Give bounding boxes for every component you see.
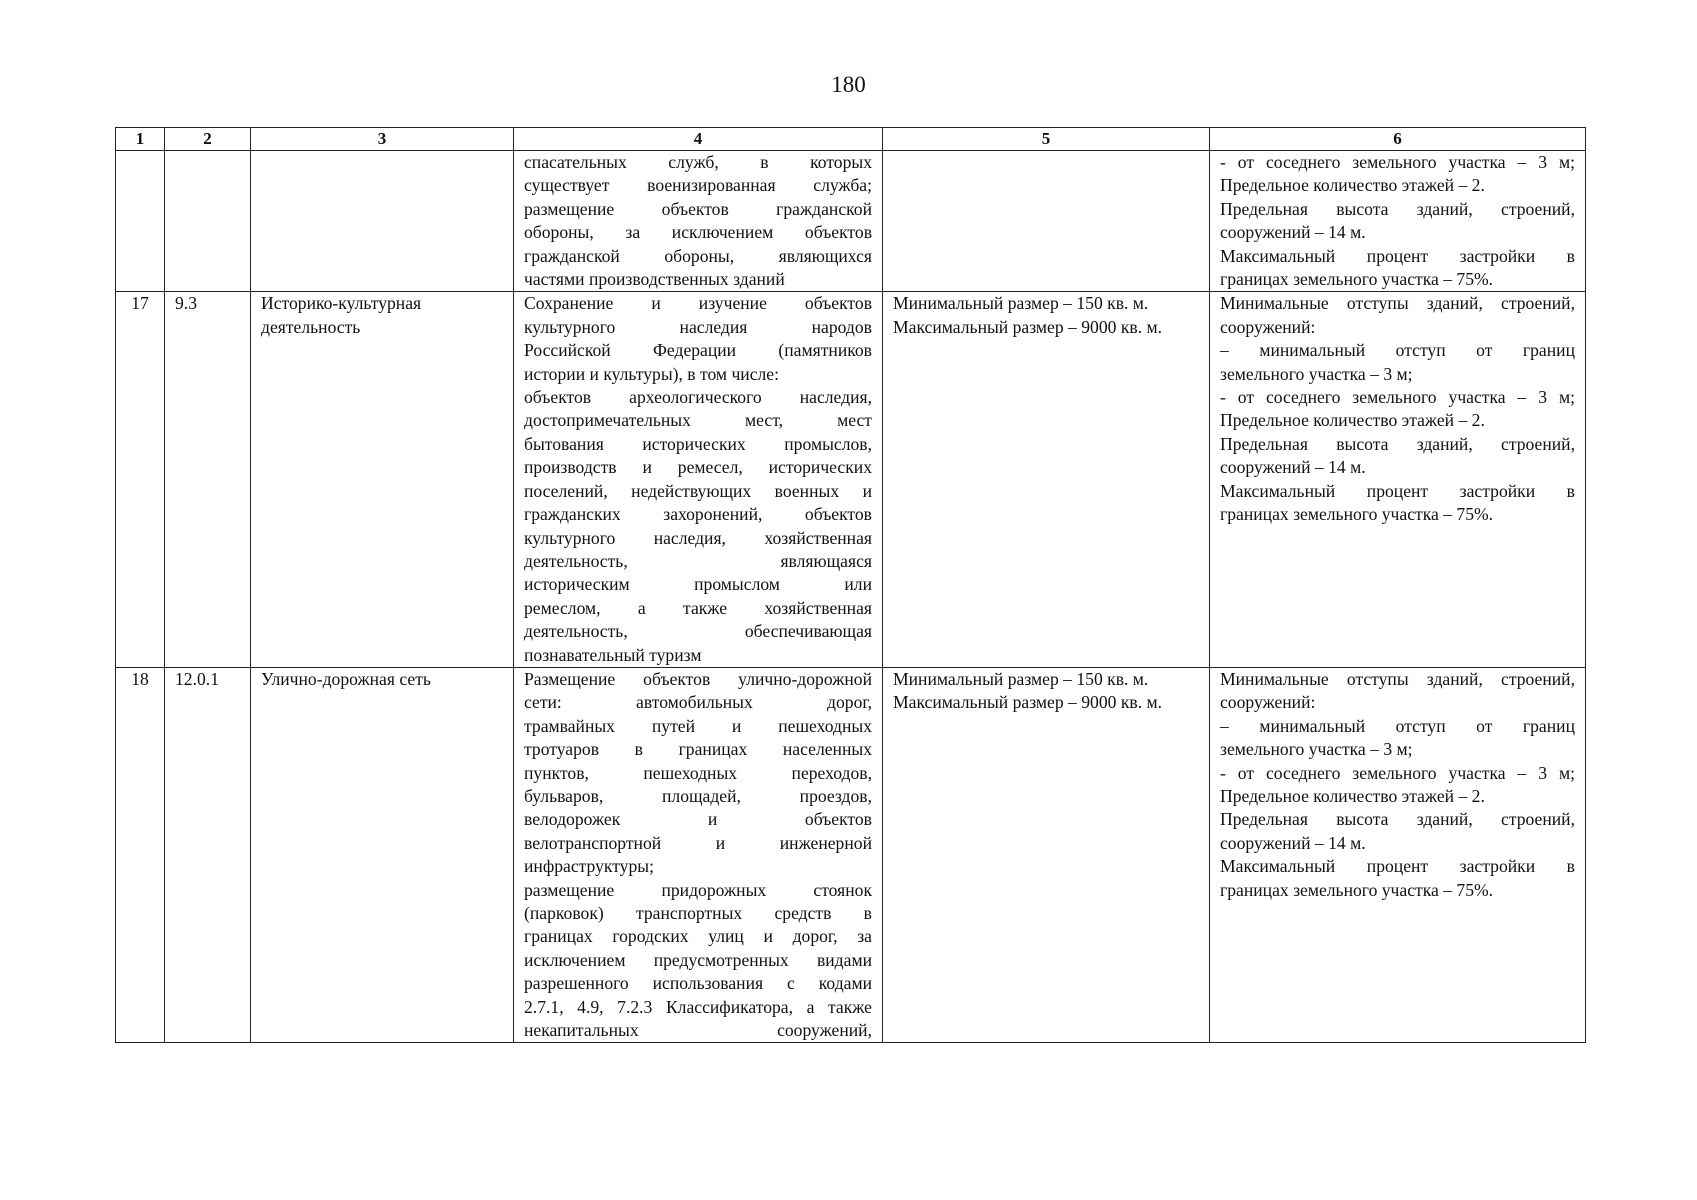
- parameter-line: земельного участка – 3 м;: [1220, 363, 1413, 384]
- parameter-line: Предельная высота зданий, строений,: [1220, 433, 1575, 454]
- table-body: [116, 151, 1586, 1043]
- description-line: Сохранение и изучение объектов: [524, 293, 872, 314]
- row-number: 17: [116, 292, 165, 668]
- description-line: гражданской обороны, являющихся: [524, 245, 872, 266]
- parameter-line: Предельная высота зданий, строений,: [1220, 809, 1575, 830]
- parameter-line: Минимальные отступы зданий, строений,: [1220, 668, 1575, 689]
- parameter-line: - от соседнего земельного участка – 3 м;: [1220, 152, 1575, 172]
- description-line: гражданских захоронений, объектов: [524, 504, 872, 525]
- plot-size-line: Максимальный размер – 9000 кв. м.: [893, 692, 1163, 713]
- plot-sizes: [883, 151, 1210, 292]
- description-line: велодорожек и объектов: [524, 809, 872, 830]
- parameter-line: - от соседнего земельного участка – 3 м;: [1220, 762, 1575, 783]
- plot-size-line: Минимальный размер – 150 кв. м.: [893, 668, 1149, 689]
- description-line: Российской Федерации (памятников: [524, 340, 872, 361]
- building-parameters: [1210, 667, 1586, 1043]
- description-line: деятельность, являющаяся: [524, 550, 872, 571]
- table-row: [116, 292, 1586, 668]
- column-header: 4: [514, 128, 883, 151]
- use-description: [514, 667, 883, 1043]
- column-header: 1: [116, 128, 165, 151]
- parameter-line: земельного участка – 3 м;: [1220, 739, 1413, 760]
- parameter-line: Предельная высота зданий, строений,: [1220, 198, 1575, 219]
- parameter-line: Максимальный процент застройки в: [1220, 245, 1575, 266]
- description-line: пунктов, пешеходных переходов,: [524, 762, 872, 783]
- parameter-line: Максимальный процент застройки в: [1220, 480, 1575, 501]
- description-line: деятельность, обеспечивающая: [524, 621, 872, 642]
- description-line: частями производственных зданий: [524, 269, 785, 290]
- description-line: тротуаров в границах населенных: [524, 739, 872, 760]
- parameter-line: Максимальный процент застройки в: [1220, 856, 1575, 877]
- parameter-line: - от соседнего земельного участка – 3 м;: [1220, 387, 1575, 408]
- row-number: 18: [116, 667, 165, 1043]
- column-header: 3: [251, 128, 514, 151]
- description-line: объектов археологического наследия,: [524, 387, 872, 408]
- use-name: Историко-культурная деятельность: [251, 292, 514, 668]
- building-parameters: [1210, 151, 1586, 292]
- description-line: некапитальных сооружений,: [524, 1020, 872, 1041]
- description-line: (парковок) транспортных средств в: [524, 903, 872, 923]
- description-line: Размещение объектов улично-дорожной: [524, 668, 872, 689]
- description-line: достопримечательных мест, мест: [524, 410, 872, 431]
- plot-sizes: [883, 667, 1210, 1043]
- column-header: 5: [883, 128, 1210, 151]
- parameter-line: Предельное количество этажей – 2.: [1220, 175, 1485, 196]
- page-number: 180: [831, 72, 866, 97]
- description-line: границах городских улиц и дорог, за: [524, 926, 872, 947]
- description-line: культурного наследия народов: [524, 316, 872, 337]
- parameter-line: сооружений – 14 м.: [1220, 457, 1366, 478]
- description-line: трамвайных путей и пешеходных: [524, 715, 872, 736]
- description-line: спасательных служб, в которых: [524, 152, 872, 172]
- description-line: производств и ремесел, исторических: [524, 457, 872, 478]
- description-line: культурного наследия, хозяйственная: [524, 527, 872, 548]
- description-line: исключением предусмотренных видами: [524, 949, 872, 970]
- description-line: существует военизированная служба;: [524, 175, 872, 196]
- description-line: размещение придорожных стоянок: [524, 879, 872, 900]
- parameter-line: Минимальные отступы зданий, строений,: [1220, 293, 1575, 314]
- description-line: разрешенного использования с кодами: [524, 973, 872, 994]
- use-code: 9.3: [165, 292, 251, 668]
- parameter-line: границах земельного участка – 75%.: [1220, 504, 1494, 525]
- parameter-line: сооружений – 14 м.: [1220, 222, 1366, 243]
- description-line: 2.7.1, 4.9, 7.2.3 Классификатора, а также: [524, 996, 872, 1017]
- parameter-line: сооружений:: [1220, 692, 1316, 713]
- parameter-line: сооружений – 14 м.: [1220, 832, 1366, 853]
- column-header: 6: [1210, 128, 1586, 151]
- use-code: 12.0.1: [165, 667, 251, 1043]
- header-row: [116, 128, 1586, 151]
- plot-size-line: Минимальный размер – 150 кв. м.: [893, 293, 1149, 314]
- parameter-line: границах земельного участка – 75%.: [1220, 269, 1494, 290]
- description-line: бульваров, площадей, проездов,: [524, 785, 872, 806]
- description-line: велотранспортной и инженерной: [524, 832, 872, 853]
- land-use-table: [115, 127, 1586, 1043]
- use-description: [514, 151, 883, 292]
- description-line: обороны, за исключением объектов: [524, 222, 872, 243]
- description-line: ремеслом, а также хозяйственная: [524, 597, 872, 618]
- parameter-line: границах земельного участка – 75%.: [1220, 879, 1494, 900]
- use-name: Улично-дорожная сеть: [251, 667, 514, 1043]
- column-header: 2: [165, 128, 251, 151]
- description-line: размещение объектов гражданской: [524, 198, 872, 219]
- row-number: [116, 151, 165, 292]
- plot-size-line: Максимальный размер – 9000 кв. м.: [893, 316, 1163, 337]
- description-line: инфраструктуры;: [524, 856, 654, 877]
- parameter-line: Предельное количество этажей – 2.: [1220, 410, 1485, 431]
- description-line: сети: автомобильных дорог,: [524, 692, 872, 713]
- description-line: истории и культуры), в том числе:: [524, 363, 780, 384]
- parameter-line: – минимальный отступ от границ: [1220, 340, 1575, 361]
- description-line: бытования исторических промыслов,: [524, 433, 872, 454]
- use-name: [251, 151, 514, 292]
- description-line: познавательный туризм: [524, 644, 702, 665]
- use-code: [165, 151, 251, 292]
- description-line: историческим промыслом или: [524, 574, 872, 595]
- table-row: [116, 151, 1586, 292]
- table-row: [116, 667, 1586, 1043]
- building-parameters: [1210, 292, 1586, 668]
- plot-sizes: [883, 292, 1210, 668]
- use-description: [514, 292, 883, 668]
- parameter-line: сооружений:: [1220, 316, 1316, 337]
- description-line: поселений, недействующих военных и: [524, 480, 872, 501]
- parameter-line: – минимальный отступ от границ: [1220, 715, 1575, 736]
- parameter-line: Предельное количество этажей – 2.: [1220, 785, 1485, 806]
